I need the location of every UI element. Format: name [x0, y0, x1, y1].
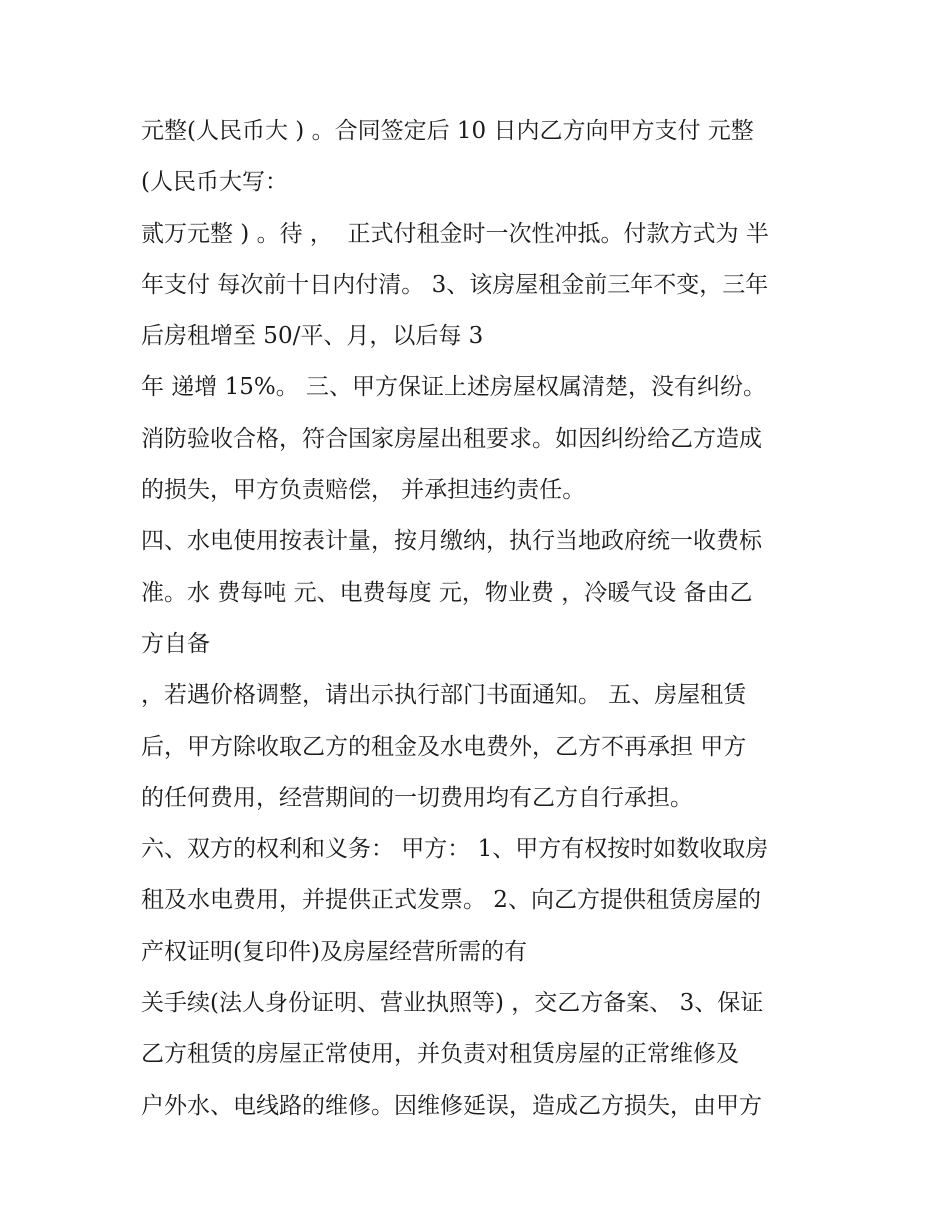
text-line: 产权证明(复印件)及房屋经营所需的有 [141, 938, 527, 965]
text-line: 户外水、电线路的维修。因维修延误，造成乙方损失，由甲方 [141, 1092, 762, 1119]
text-line: 六、双方的权利和义务： 甲方： 1、甲方有权按时如数收取房 [141, 836, 769, 863]
text-line: 准。水 费每吨 元、电费每度 元，物业费 ，冷暖气设 备由乙 [141, 579, 753, 606]
text-line: 的损失，甲方负责赔偿， 并承担违约责任。 [141, 477, 586, 504]
text-line: 贰万元整 ) 。待 ， 正式付租金时一次性冲抵。付款方式为 半 [141, 220, 769, 247]
text-line: 后，甲方除收取乙方的租金及水电费外，乙方不再承担 甲方 [141, 733, 747, 760]
text-line: (人民币大写： [141, 169, 288, 196]
text-line: 后房租增至 50/平、月，以后每 3 [141, 323, 484, 350]
contract-text-body [141, 106, 831, 1132]
text-line: 方自备 [141, 630, 210, 657]
text-line: 的任何费用，经营期间的一切费用均有乙方自行承担。 [141, 784, 693, 811]
text-line: 元整(人民币大 ) 。合同签定后 10 日内乙方向甲方支付 元整 [141, 118, 754, 144]
text-line: 四、水电使用按表计量，按月缴纳，执行当地政府统一收费标 [141, 528, 762, 555]
text-line: 消防验收合格，符合国家房屋出租要求。如因纠纷给乙方造成 [141, 425, 762, 452]
text-line: 年支付 每次前十日内付清。 3、该房屋租金前三年不变，三年 [141, 271, 769, 298]
text-line: ，若遇价格调整，请出示执行部门书面通知。 五、房屋租赁 [141, 682, 747, 709]
text-line: 乙方租赁的房屋正常使用，并负责对租赁房屋的正常维修及 [141, 1041, 739, 1068]
text-line: 年 递增 15%。 三、甲方保证上述房屋权属清楚，没有纠纷。 [141, 374, 767, 401]
text-line: 租及水电费用，并提供正式发票。 2、向乙方提供租赁房屋的 [141, 887, 761, 914]
text-line: 关手续(法人身份证明、营业执照等) ，交乙方备案、 3、保证 [141, 990, 764, 1017]
